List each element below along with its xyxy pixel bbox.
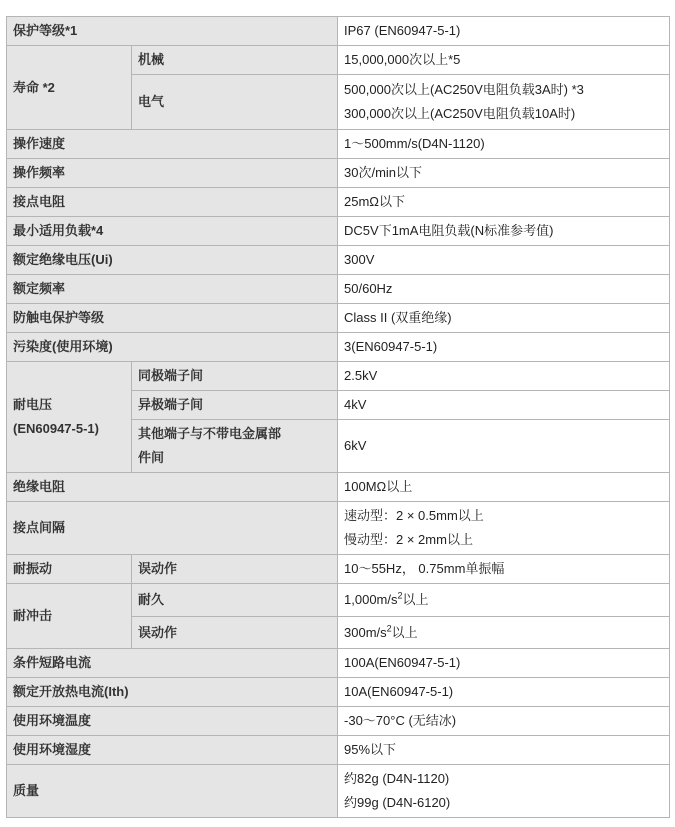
row-label: 接点电阻 — [7, 188, 338, 217]
row-label: 保护等级*1 — [7, 17, 338, 46]
value-line: 慢动型：2 × 2mm以上 — [344, 532, 473, 547]
table-row — [7, 707, 670, 736]
row-label: 操作频率 — [7, 159, 338, 188]
row-sublabel: 误动作 — [132, 555, 338, 584]
table-row — [7, 217, 670, 246]
table-row — [7, 130, 670, 159]
row-value: 10～55Hz， 0.75mm单振幅 — [338, 555, 670, 584]
row-value — [338, 765, 670, 818]
specifications-table — [6, 16, 670, 818]
row-value: 15,000,000次以上*5 — [338, 46, 670, 75]
table-row — [7, 159, 670, 188]
row-label: 防触电保护等级 — [7, 304, 338, 333]
value-line: 约99g (D4N-6120) — [344, 795, 451, 810]
row-value: -30～70°C (无结冰) — [338, 707, 670, 736]
row-value: 50/60Hz — [338, 275, 670, 304]
table-row — [7, 584, 670, 617]
row-sublabel: 误动作 — [132, 617, 338, 649]
value-text: 1,000m/s — [344, 592, 398, 607]
row-label: 条件短路电流 — [7, 649, 338, 678]
row-sublabel: 耐久 — [132, 584, 338, 617]
row-value: 25mΩ以下 — [338, 188, 670, 217]
table-row — [7, 649, 670, 678]
row-value: IP67 (EN60947-5-1) — [338, 17, 670, 46]
value-line: 速动型：2 × 0.5mm以上 — [344, 508, 484, 523]
table-row — [7, 246, 670, 275]
row-value: 10A(EN60947-5-1) — [338, 678, 670, 707]
row-value — [338, 617, 670, 649]
table-row — [7, 765, 670, 818]
row-label: 使用环境湿度 — [7, 736, 338, 765]
row-value: 6kV — [338, 420, 670, 473]
value-text: 以上 — [402, 592, 429, 607]
row-value: 2.5kV — [338, 362, 670, 391]
row-label: 质量 — [7, 765, 338, 818]
row-value: Class II (双重绝缘) — [338, 304, 670, 333]
row-sublabel — [132, 420, 338, 473]
row-sublabel: 电气 — [132, 75, 338, 130]
row-label: 额定开放热电流(Ith) — [7, 678, 338, 707]
row-label: 额定频率 — [7, 275, 338, 304]
table-row — [7, 678, 670, 707]
row-value: 1～500mm/s(D4N-1120) — [338, 130, 670, 159]
row-label: 寿命 *2 — [7, 46, 132, 130]
table-row — [7, 362, 670, 391]
row-value: 30次/min以下 — [338, 159, 670, 188]
superscript: 2 — [397, 590, 403, 601]
row-sublabel: 同极端子间 — [132, 362, 338, 391]
row-label — [7, 362, 132, 473]
table-row — [7, 46, 670, 75]
row-label: 使用环境温度 — [7, 707, 338, 736]
row-value: 300V — [338, 246, 670, 275]
row-value: DC5V下1mA电阻负载(N标准参考值) — [338, 217, 670, 246]
label-line: 件间 — [138, 450, 165, 465]
row-value: 3(EN60947-5-1) — [338, 333, 670, 362]
table-row — [7, 17, 670, 46]
table-row — [7, 736, 670, 765]
value-text: 以上 — [391, 624, 418, 640]
label-line: 耐电压 — [13, 397, 53, 412]
row-label: 额定绝缘电压(Ui) — [7, 246, 338, 275]
table-row — [7, 555, 670, 584]
table-row — [7, 473, 670, 502]
table-row — [7, 275, 670, 304]
label-line: (EN60947-5-1) — [13, 421, 99, 436]
value-line: 300,000次以上(AC250V电阻负载10A时) — [344, 106, 576, 121]
value-line: 约82g (D4N-1120) — [344, 771, 450, 786]
label-line: 其他端子与不带电金属部 — [138, 426, 282, 441]
row-label: 污染度(使用环境) — [7, 333, 338, 362]
row-value — [338, 584, 670, 617]
row-value: 95%以下 — [338, 736, 670, 765]
row-label: 耐振动 — [7, 555, 132, 584]
row-sublabel: 机械 — [132, 46, 338, 75]
table-row — [7, 304, 670, 333]
table-row — [7, 333, 670, 362]
row-value — [338, 502, 670, 555]
row-value: 100A(EN60947-5-1) — [338, 649, 670, 678]
row-label: 接点间隔 — [7, 502, 338, 555]
table-row — [7, 502, 670, 555]
row-sublabel: 异极端子间 — [132, 391, 338, 420]
row-value: 4kV — [338, 391, 670, 420]
value-line: 500,000次以上(AC250V电阻负载3A时) *3 — [344, 82, 584, 97]
row-label: 操作速度 — [7, 130, 338, 159]
row-label: 绝缘电阻 — [7, 473, 338, 502]
superscript: 2 — [386, 623, 392, 634]
table-row — [7, 188, 670, 217]
value-text: 300m/s — [344, 624, 387, 640]
row-value — [338, 75, 670, 130]
row-label: 耐冲击 — [7, 584, 132, 649]
row-label: 最小适用负载*4 — [7, 217, 338, 246]
row-value: 100MΩ以上 — [338, 473, 670, 502]
